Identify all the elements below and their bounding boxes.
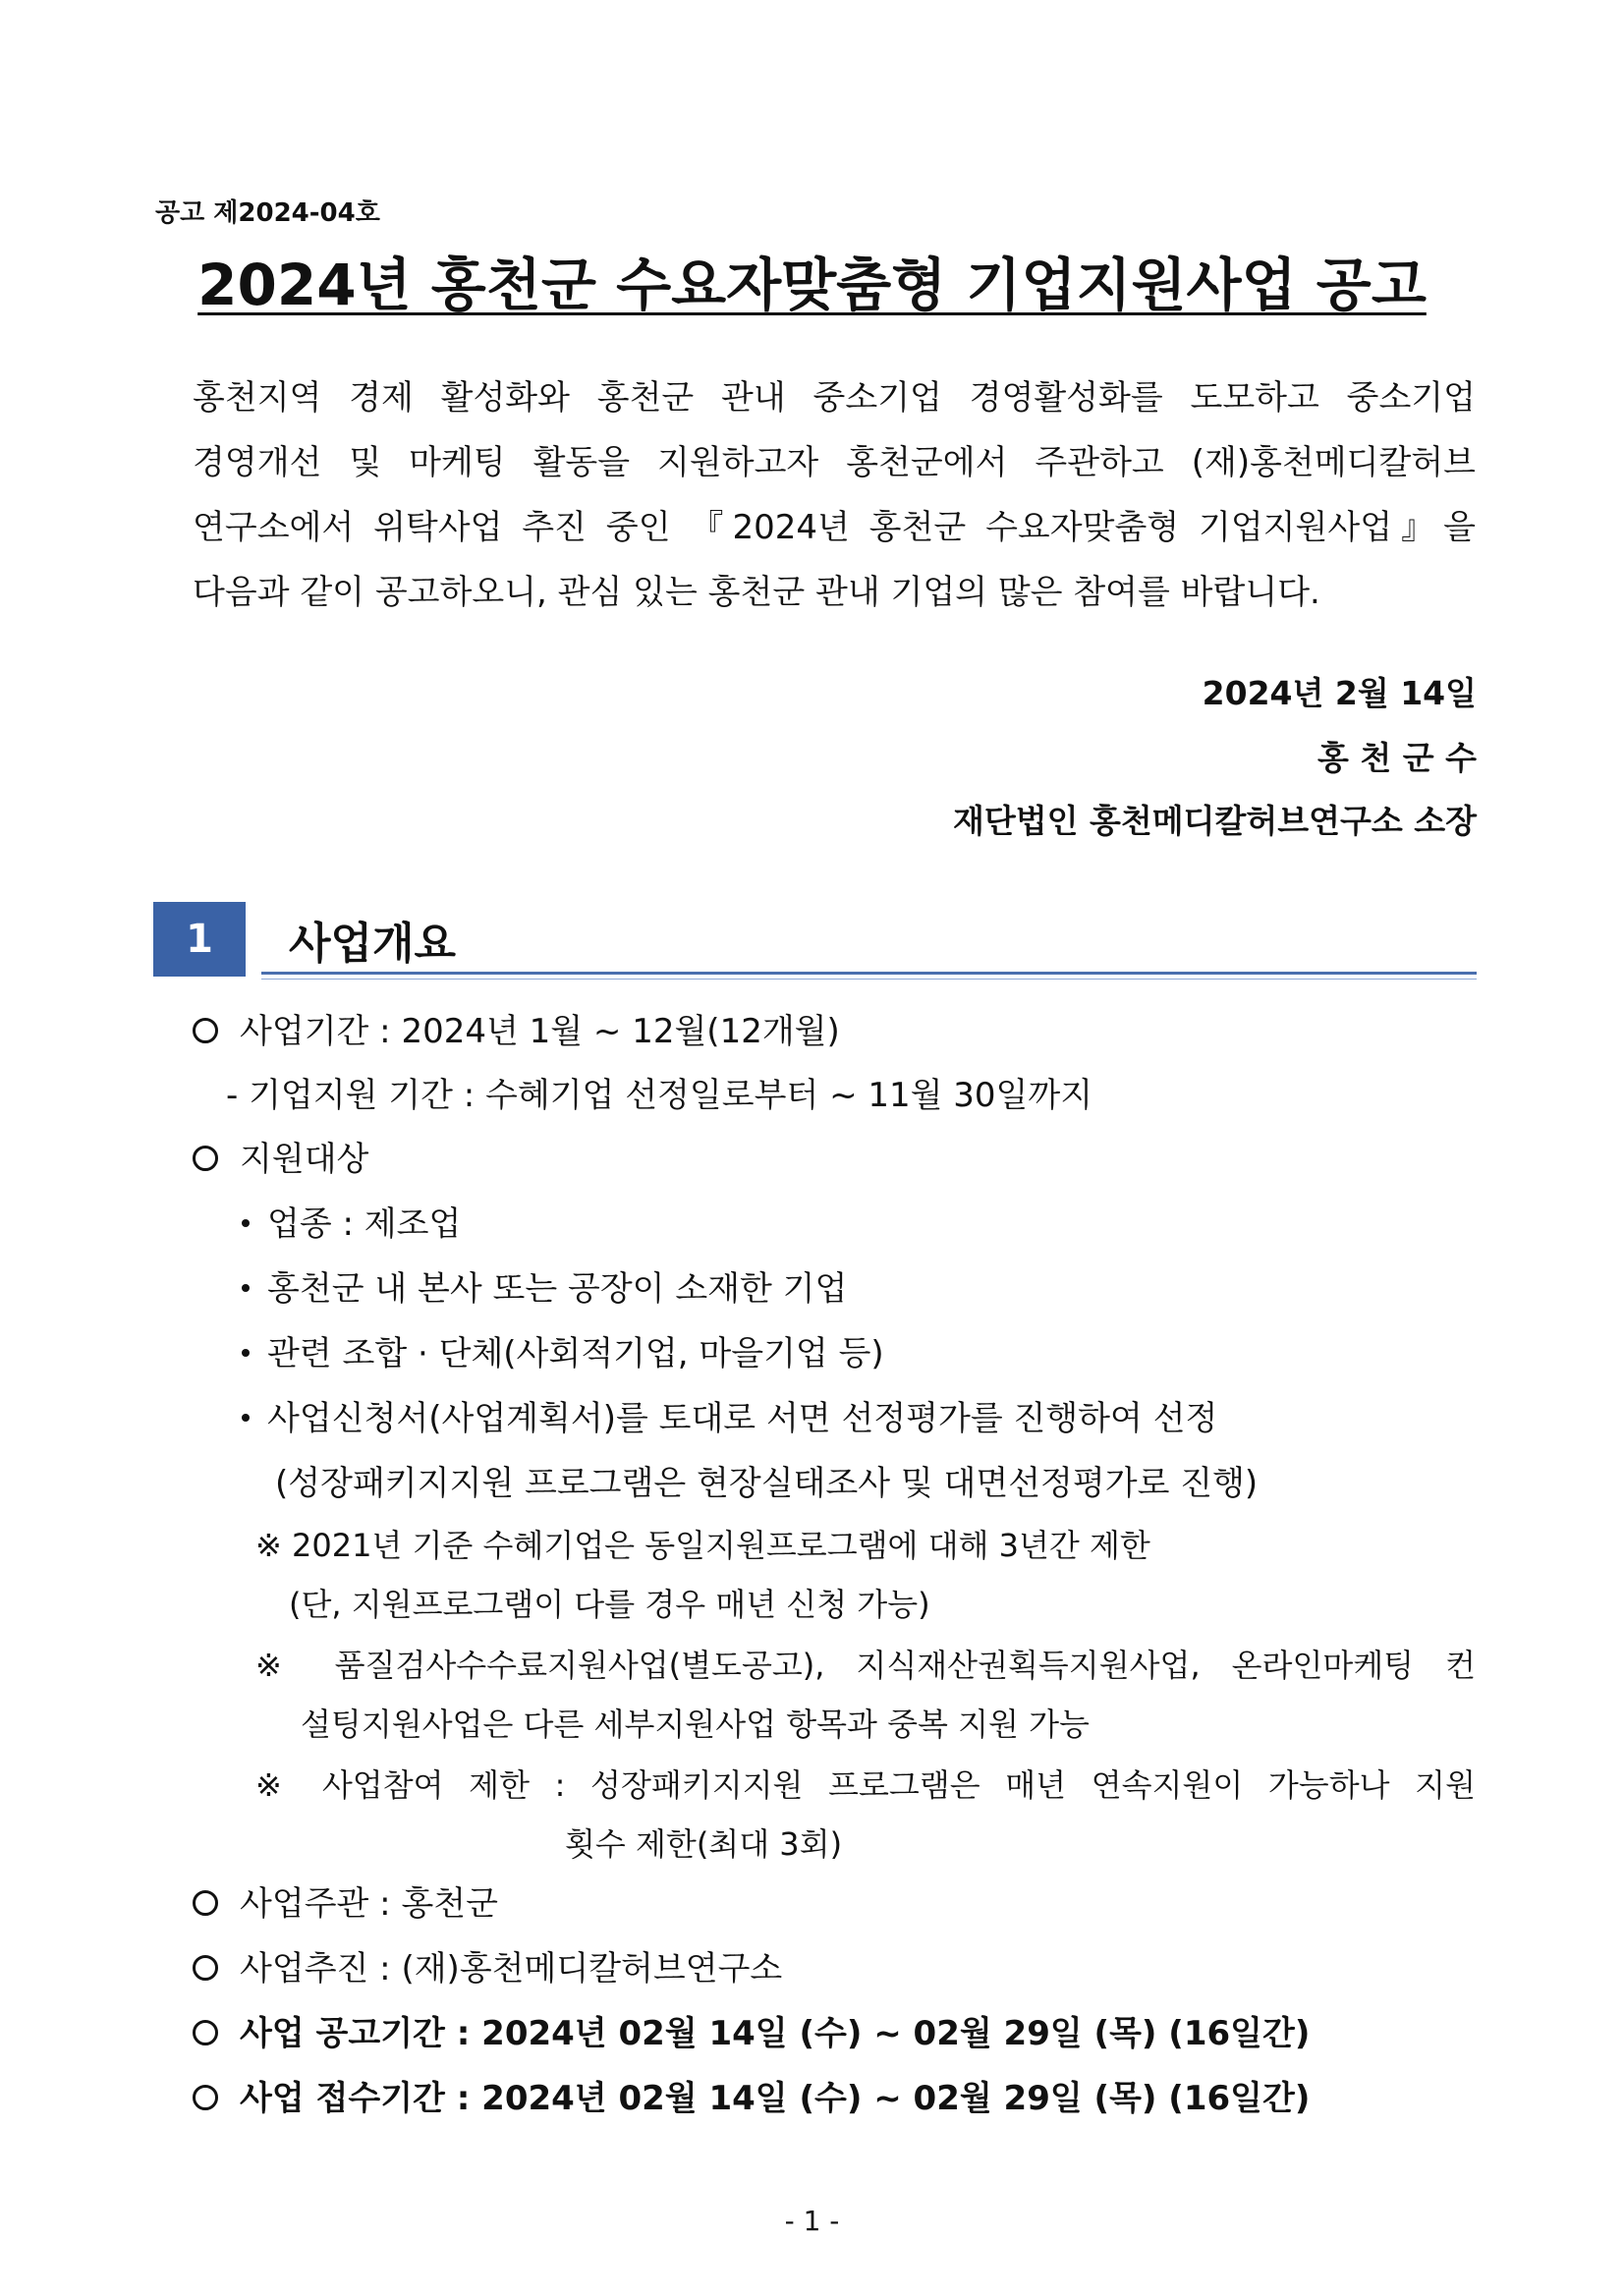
section-number-badge: 1 xyxy=(153,902,246,977)
target-bullet-text: 홍천군 내 본사 또는 공장이 소재한 기업 xyxy=(267,1269,848,1309)
circle-bullet-icon xyxy=(193,2085,218,2110)
circle-bullet-icon xyxy=(193,1018,218,1043)
signer-institute-head: 재단법인 홍천메디칼허브연구소 소장 xyxy=(952,802,1477,840)
section-underline xyxy=(261,972,1477,975)
item-promoter xyxy=(193,1941,782,1989)
notice-date: 2024년 2월 14일 xyxy=(1202,674,1477,712)
circle-bullet-icon xyxy=(193,1890,218,1916)
item-period-text: 사업기간 : 2024년 1월 ~ 12월(12개월) xyxy=(240,1012,840,1051)
dot-bullet-icon xyxy=(242,1349,250,1357)
item-notice-period xyxy=(193,2006,1310,2054)
note-participation-cont: 횟수 제한(최대 3회) xyxy=(565,1825,843,1863)
intro-line: 경영개선 및 마케팅 활동을 지원하고자 홍천군에서 주관하고 (재)홍천메디칼허브 xyxy=(193,443,1476,482)
dot-bullet-icon xyxy=(242,1219,250,1227)
item-host-text: 사업주관 : 홍천군 xyxy=(240,1884,498,1924)
target-bullet xyxy=(242,1261,847,1310)
item-receipt-period xyxy=(193,2071,1310,2119)
item-period-sub: - 기업지원 기간 : 수혜기업 선정일로부터 ~ 11월 30일까지 xyxy=(226,1076,1093,1115)
item-target-text: 지원대상 xyxy=(240,1140,369,1179)
note-duplicate-cont: 설팅지원사업은 다른 세부지원사업 항목과 중복 지원 가능 xyxy=(301,1706,1090,1743)
intro-line: 연구소에서 위탁사업 추진 중인 『2024년 홍천군 수요자맞춤형 기업지원사업』을 xyxy=(193,508,1476,547)
document-title xyxy=(0,239,1624,321)
section-title: 사업개요 xyxy=(289,919,457,969)
note-restriction-cont: (단, 지원프로그램이 다를 경우 매년 신청 가능) xyxy=(289,1586,930,1623)
item-period xyxy=(193,1004,840,1052)
note-restriction: ※ 2021년 기준 수혜기업은 동일지원프로그램에 대해 3년간 제한 xyxy=(255,1527,1150,1564)
circle-bullet-icon xyxy=(193,2020,218,2045)
notice-number: 공고 제2024-04호 xyxy=(155,198,380,228)
circle-bullet-icon xyxy=(193,1146,218,1171)
circle-bullet-icon xyxy=(193,1955,218,1981)
target-bullet-text: 사업신청서(사업계획서)를 토대로 서면 선정평가를 진행하여 선정 xyxy=(267,1399,1218,1438)
intro-paragraph xyxy=(193,365,1476,625)
item-target xyxy=(193,1132,368,1180)
item-notice-period-text: 사업 공고기간 : 2024년 02월 14일 (수) ~ 02월 29일 (목) (16일간) xyxy=(240,2014,1311,2053)
section-underline-thin xyxy=(261,979,1477,980)
target-bullet-text: 관련 조합 · 단체(사회적기업, 마을기업 등) xyxy=(267,1334,884,1373)
dot-bullet-icon xyxy=(242,1284,250,1292)
item-host xyxy=(193,1876,498,1925)
target-bullet xyxy=(242,1197,461,1245)
item-promoter-text: 사업추진 : (재)홍천메디칼허브연구소 xyxy=(240,1949,783,1988)
intro-line: 다음과 같이 공고하오니, 관심 있는 홍천군 관내 기업의 많은 참여를 바랍니다. xyxy=(193,573,1320,612)
target-bullet-text: 업종 : 제조업 xyxy=(267,1204,462,1244)
target-bullet-continuation: (성장패키지지원 프로그램은 현장실태조사 및 대면선정평가로 진행) xyxy=(275,1464,1259,1503)
intro-line: 홍천지역 경제 활성화와 홍천군 관내 중소기업 경영활성화를 도모하고 중소기업 xyxy=(193,378,1476,418)
signer-county-head: 홍 천 군 수 xyxy=(1317,739,1477,777)
document-title-text: 2024년 홍천군 수요자맞춤형 기업지원사업 공고 xyxy=(197,252,1427,318)
note-duplicate: ※ 품질검사수수료지원사업(별도공고), 지식재산권획득지원사업, 온라인마케팅 컨 xyxy=(255,1647,1476,1684)
page-number: - 1 - xyxy=(784,2205,840,2237)
item-receipt-period-text: 사업 접수기간 : 2024년 02월 14일 (수) ~ 02월 29일 (목) (16일간) xyxy=(240,2079,1311,2118)
note-participation: ※ 사업참여 제한 : 성장패키지지원 프로그램은 매년 연속지원이 가능하나 지원 xyxy=(255,1766,1476,1804)
dot-bullet-icon xyxy=(242,1414,250,1422)
target-bullet xyxy=(242,1391,1217,1439)
target-bullet xyxy=(242,1326,884,1374)
